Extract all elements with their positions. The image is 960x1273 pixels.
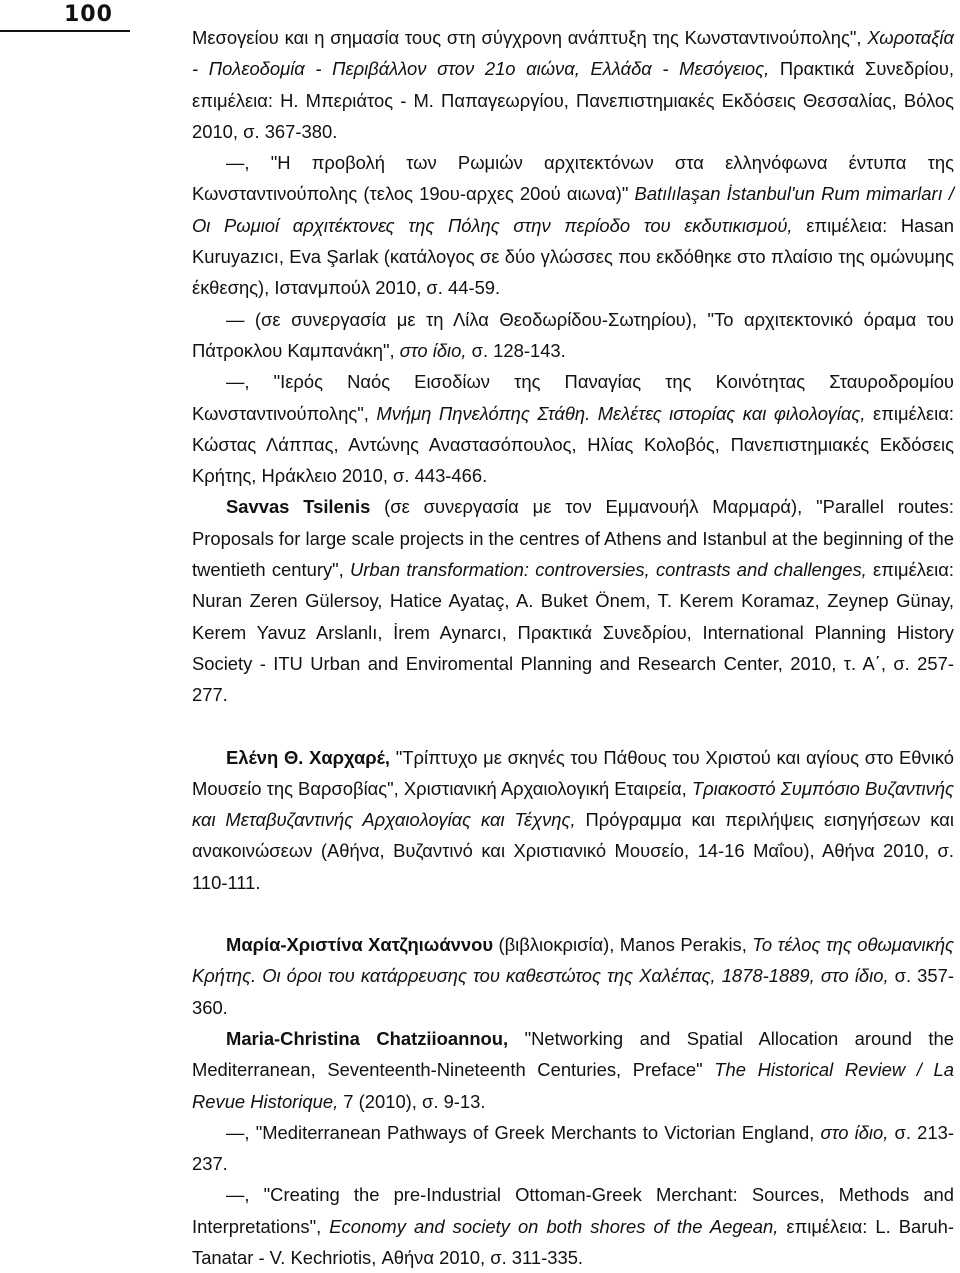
entry-text: —, "Creating the pre-Industrial Ottoman-Greek Merchant: Sources, Methods and Interpretations",: [192, 1184, 954, 1237]
entry-text: —, "Ιερός Ναός Εισοδίων της Παναγίας της Κοινότητας Σταυροδρομίου Κωνσταντινούπολης",: [192, 371, 954, 424]
entry: [192, 929, 954, 1023]
author-name: Maria-Christina Chatziioannou,: [226, 1027, 509, 1049]
entry: [192, 304, 954, 367]
entry: [192, 147, 954, 303]
entry-title: Μνήμη Πηνελόπης Στάθη. Μελέτες ιστορίας και φιλολογίας,: [376, 402, 866, 424]
entry: [192, 1023, 954, 1117]
entry-title: The Historical Review / La Revue Historique,: [192, 1059, 954, 1112]
entry-text: σ. 357-360.: [192, 965, 954, 1018]
entry-title: Urban transformation: controversies, contrasts and challenges,: [350, 559, 867, 581]
header-rule: [0, 30, 130, 32]
entry-text: σ. 213-237.: [192, 1121, 954, 1175]
entry-text: επιμέλεια: Nuran Zeren Gülersoy, Hatice Ayataç, A. Buket Önem, T. Kerem Koramaz, Zeynep Günay, Kerem Yavuz Arslanlı, İrem Aynarcı, Πρακτικά Συνεδρίου, International Planning History Society - ITU Urban and Enviromental Planning and Research Center, 2010, τ. Α΄, σ. 257-277.: [192, 559, 954, 706]
entry-text: επιμέλεια: Hasan Kuruyazıcı, Eva Şarlak (κατάλογος σε δύο γλώσσες που εκδόθηκε στο πλαίσιο της ομώνυμης έκθεσης), Ισταvμπούλ 2010, σ. 44-59.: [192, 214, 954, 299]
entry-text: —, "Mediterranean Pathways of Greek Merchants to Victorian England,: [226, 1121, 821, 1143]
entry-text: "Networking and Spatial Allocation around the Mediterranean, Seventeenth-Nineteenth Centuries, Preface": [192, 1027, 954, 1081]
entry: [192, 1179, 954, 1273]
entry-text: — (σε συνεργασία με τη Λίλα Θεοδωρίδου-Σωτηρίου), "Το αρχιτεκτονικό όραμα του Πάτροκλου Καμπανάκη",: [192, 308, 954, 361]
entry-title: στο ίδιο,: [399, 339, 467, 361]
entry-text: (βιβλιοκρισία), Manos Perakis,: [493, 934, 753, 956]
entry-title: Το τέλος της οθωμανικής Κρήτης. Οι όροι του κατάρρευσης του καθεστώτος της Χαλέπας, 1878-1889, στο ίδιο,: [192, 934, 954, 987]
entry-text: επιμέλεια: Κώστας Λάππας, Αντώνης Αναστασόπουλος, Ηλίας Κολοβός, Πανεπιστημιακές Εκδόσεις Κρήτης, Ηράκλειο 2010, σ. 443-466.: [192, 402, 954, 487]
entry-text: —, "Η προβολή των Ρωμιών αρχιτεκτόνων στα ελληνόφωνα έντυπα της Κωνσταντινούπολης (τελος 19ου-αρχες 20ού αιωνα)": [192, 152, 954, 205]
entry-text: επιμέλεια: L. Baruh-Tanatar - V. Kechriotis, Αθήνα 2010, σ. 311-335.: [192, 1215, 954, 1268]
entry-title: Τριακοστό Συμπόσιο Βυζαντινής και Μεταβυζαντινής Αρχαιολογίας και Τέχνης,: [192, 777, 954, 831]
entry-text: Πρακτικά Συνεδρίου, επιμέλεια: Η. Μπεριάτος - Μ. Παπαγεωργίου, Πανεπιστημιακές Εκδόσεις Θεσσαλίας, Βόλος 2010, σ. 367-380.: [192, 58, 955, 142]
author-name: Ελένη Θ. Χαρχαρέ,: [226, 746, 391, 768]
entry-text: "Τρίπτυχο με σκηνές του Πάθους του Χριστού και αγίους στο Εθνικό Μουσείο της Βαρσοβίας", Χριστιανική Αρχαιολογική Εταιρεία,: [192, 746, 954, 799]
entry-title: Χωροταξία - Πολεοδομία - Περιβάλλον στον 21ο αιώνα, Ελλάδα - Μεσόγειος,: [192, 27, 954, 80]
entry: [192, 491, 954, 710]
author-name: Μαρία-Χριστίνα Χατζηιωάννου: [226, 934, 494, 956]
entry-title: Economy and society on both shores of the Aegean,: [329, 1215, 779, 1237]
entry-title: στο ίδιο,: [820, 1121, 889, 1143]
entry: [192, 366, 954, 491]
entry-continuation: [192, 22, 954, 147]
page-number: 100: [64, 2, 113, 27]
bibliography-list: [192, 22, 954, 1273]
entry-text: Πρόγραμμα και περιλήψεις εισηγήσεων και ανακοινώσεων (Αθήνα, Βυζαντινό και Χριστιανικό Μουσείο, 14-16 Μαΐου), Αθήνα 2010, σ. 110-111.: [192, 809, 954, 893]
entry-text: (σε συνεργασία με τον Εμμανουήλ Μαρμαρά), "Parallel routes: Proposals for large scale projects in the centres of Athens and Istanbul at the beginning of the twentieth century",: [192, 496, 954, 581]
entry: [192, 742, 954, 898]
entry-text: σ. 128-143.: [466, 339, 566, 361]
entry-text: Μεσογείου και η σημασία τους στη σύγχρονη ανάπτυξη της Κωνσταντινούπολης",: [192, 27, 868, 48]
entry: [192, 1117, 954, 1180]
entry-title: Batılılaşan İstanbul'un Rum mimarları / Οι Ρωμιοί αρχιτέκτονες της Πόλης στην περίοδο του εκδυτικισμού,: [192, 183, 954, 236]
author-name: Savvas Tsilenis: [226, 496, 371, 518]
entry-text: 7 (2010), σ. 9-13.: [338, 1090, 486, 1112]
